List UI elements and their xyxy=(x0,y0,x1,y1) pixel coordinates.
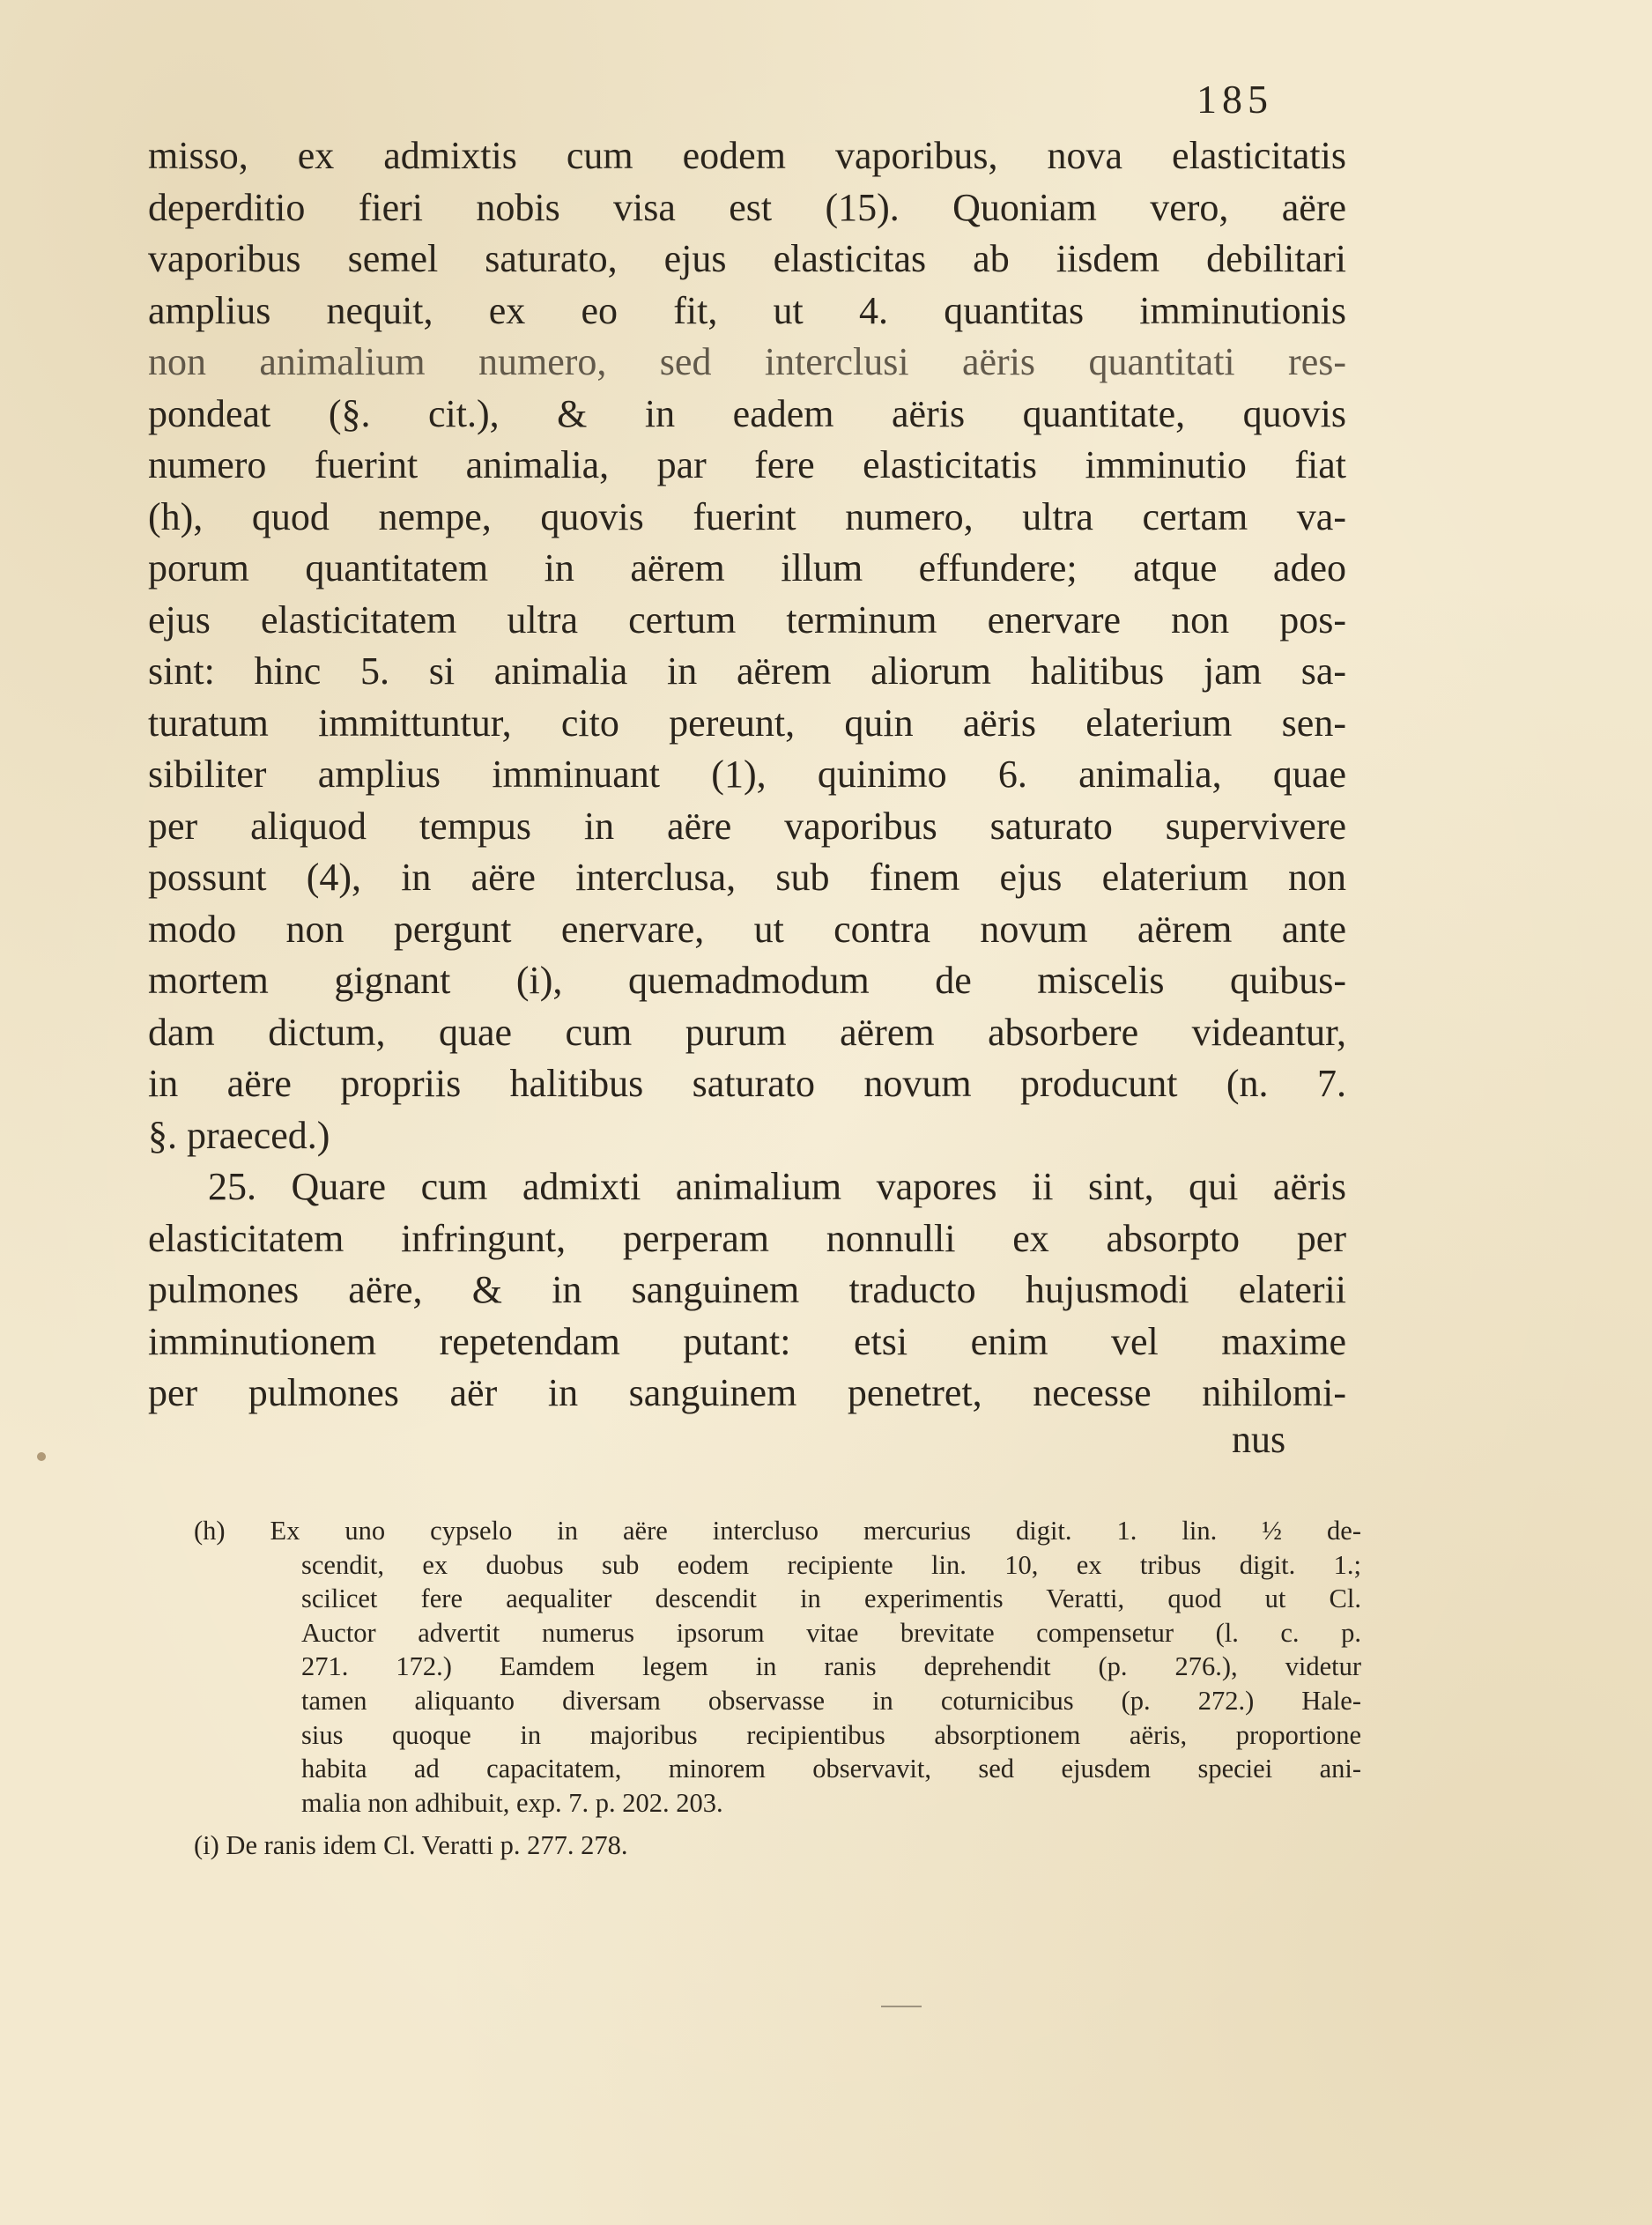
text-line: (h), quod nempe, quovis fuerint numero, ultra certam va- xyxy=(148,494,1346,538)
text-line: in aëre propriis halitibus saturato novum producunt (n. 7. xyxy=(148,1062,1346,1105)
printer-mark xyxy=(881,2006,922,2007)
text-line: sibiliter amplius imminuant (1), quinimo 6. animalia, quae xyxy=(148,753,1346,796)
footnote-h-line: scilicet fere aequaliter descendit in experimentis Veratti, quod ut Cl. xyxy=(301,1583,1361,1614)
text-line: deperditio fieri nobis visa est (15). Quoniam vero, aëre xyxy=(148,185,1346,229)
text-line: non animalium numero, sed interclusi aëris quantitati res- xyxy=(148,340,1346,383)
paragraph-start-line: 25. Quare cum admixti animalium vapores ii sint, qui aëris xyxy=(208,1165,1346,1208)
text-line: possunt (4), in aëre interclusa, sub finem ejus elaterium non xyxy=(148,856,1346,899)
footnotes xyxy=(194,1514,1361,1863)
footnote-gap xyxy=(194,1820,1361,1828)
text-line: elasticitatem infringunt, perperam nonnulli ex absorpto per xyxy=(148,1216,1346,1260)
footnote-h-line: malia non adhibuit, exp. 7. p. 202. 203. xyxy=(301,1787,723,1818)
footnote-i: (i) De ranis idem Cl. Veratti p. 277. 278. xyxy=(194,1830,628,1861)
ink-spot xyxy=(37,1452,46,1461)
footnote-h-line: scendit, ex duobus sub eodem recipiente lin. 10, ex tribus digit. 1.; xyxy=(301,1549,1361,1580)
footnote-h-line: 271. 172.) Eamdem legem in ranis deprehendit (p. 276.), videtur xyxy=(301,1651,1361,1682)
footnote-h-line: Auctor advertit numerus ipsorum vitae brevitate compensetur (l. c. p. xyxy=(301,1617,1361,1648)
footnote-h-line: (h) Ex uno cypselo in aëre intercluso mercurius digit. 1. lin. ½ de- xyxy=(194,1516,1361,1546)
text-line: sint: hinc 5. si animalia in aërem aliorum halitibus jam sa- xyxy=(148,649,1346,693)
footnote-h-line: habita ad capacitatem, minorem observavit, sed ejusdem speciei ani- xyxy=(301,1754,1361,1784)
text-line: dam dictum, quae cum purum aërem absorbere videantur, xyxy=(148,1010,1346,1054)
text-line: amplius nequit, ex eo fit, ut 4. quantitas imminutionis xyxy=(148,288,1346,332)
footnote-h-line: sius quoque in majoribus recipientibus absorptionem aëris, proportione xyxy=(301,1719,1361,1750)
catchword: nus xyxy=(1232,1418,1286,1461)
text-line: vaporibus semel saturato, ejus elasticitas ab iisdem debilitari xyxy=(148,237,1346,280)
text-line: pulmones aëre, & in sanguinem traducto hujusmodi elaterii xyxy=(148,1268,1346,1311)
text-line: §. praeced.) xyxy=(148,1113,330,1157)
text-line: per pulmones aër in sanguinem penetret, necesse nihilomi- xyxy=(148,1371,1346,1414)
text-line: pondeat (§. cit.), & in eadem aëris quantitate, quovis xyxy=(148,391,1346,435)
text-line: per aliquod tempus in aëre vaporibus saturato supervivere xyxy=(148,804,1346,848)
text-line: porum quantitatem in aërem illum effundere; atque adeo xyxy=(148,546,1346,590)
page-number: 185 xyxy=(1196,77,1273,122)
text-line: misso, ex admixtis cum eodem vaporibus, nova elasticitatis xyxy=(148,134,1346,177)
main-text xyxy=(148,130,1346,1420)
text-line: modo non pergunt enervare, ut contra novum aërem ante xyxy=(148,907,1346,951)
text-line: mortem gignant (i), quemadmodum de miscelis quibus- xyxy=(148,959,1346,1002)
text-line: numero fuerint animalia, par fere elasticitatis imminutio fiat xyxy=(148,443,1346,486)
text-line: turatum immittuntur, cito pereunt, quin aëris elaterium sen- xyxy=(148,701,1346,745)
text-line: ejus elasticitatem ultra certum terminum enervare non pos- xyxy=(148,597,1346,642)
text-line: imminutionem repetendam putant: etsi enim vel maxime xyxy=(148,1319,1346,1363)
footnote-h-line: tamen aliquanto diversam observasse in coturnicibus (p. 272.) Hale- xyxy=(301,1685,1361,1716)
